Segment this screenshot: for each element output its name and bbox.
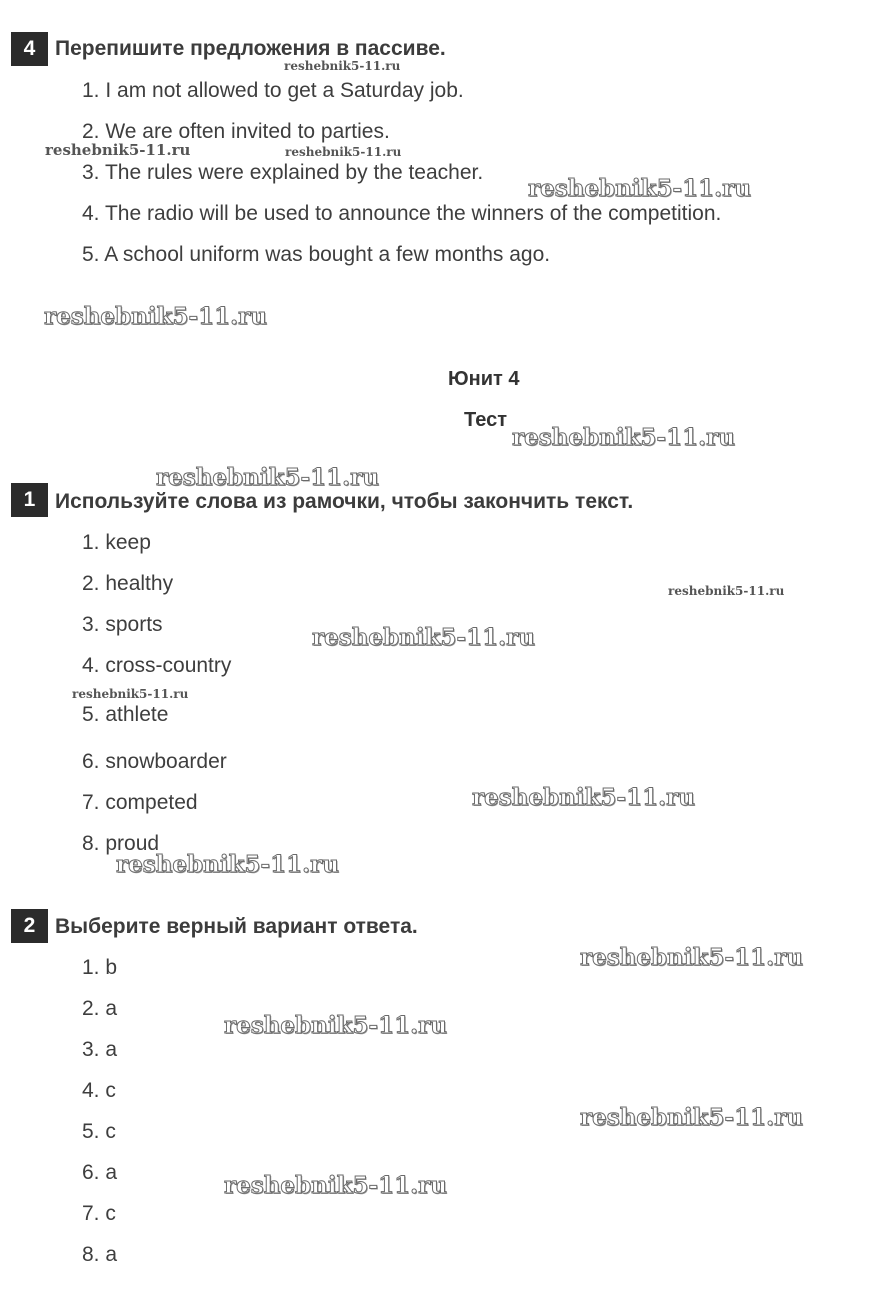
answer-item: 8. proud bbox=[82, 832, 160, 855]
watermark: reshebnik5-11.ru bbox=[472, 784, 695, 811]
answer-item: 5. A school uniform was bought a few months ago. bbox=[82, 243, 551, 266]
watermark: reshebnik5-11.ru bbox=[44, 303, 267, 330]
watermark: reshebnik5-11.ru bbox=[224, 1012, 447, 1039]
exercise-number-badge: 4 bbox=[11, 32, 48, 66]
answer-item: 1. b bbox=[82, 956, 118, 979]
answer-item: 3. The rules were explained by the teacher. bbox=[82, 161, 484, 184]
watermark: reshebnik5-11.ru bbox=[116, 851, 339, 878]
answer-item: 1. keep bbox=[82, 531, 151, 554]
answer-item: 6. snowboarder bbox=[82, 750, 227, 773]
watermark: reshebnik5-11.ru bbox=[312, 624, 535, 651]
watermark: reshebnik5-11.ru bbox=[580, 1104, 803, 1131]
exercise-number-badge: 2 bbox=[11, 909, 48, 943]
watermark: reshebnik5-11.ru bbox=[156, 464, 379, 491]
answer-item: 3. a bbox=[82, 1038, 118, 1061]
watermark: reshebnik5-11.ru bbox=[45, 141, 191, 159]
exercise-heading: Используйте слова из рамочки, чтобы закончить текст. bbox=[55, 490, 634, 513]
watermark: reshebnik5-11.ru bbox=[668, 584, 785, 598]
watermark: reshebnik5-11.ru bbox=[72, 687, 189, 701]
answer-item: 2. a bbox=[82, 997, 118, 1020]
watermark: reshebnik5-11.ru bbox=[512, 424, 735, 451]
answer-item: 4. cross-country bbox=[82, 654, 232, 677]
answer-item: 1. I am not allowed to get a Saturday job. bbox=[82, 79, 464, 102]
answer-item: 2. healthy bbox=[82, 572, 174, 595]
unit-title: Юнит 4 bbox=[448, 368, 520, 390]
answer-item: 6. a bbox=[82, 1161, 118, 1184]
answer-item: 8. a bbox=[82, 1243, 118, 1266]
answer-item: 5. athlete bbox=[82, 703, 169, 726]
answer-item: 7. competed bbox=[82, 791, 198, 814]
answer-item: 7. c bbox=[82, 1202, 116, 1225]
exercise-number-badge: 1 bbox=[11, 483, 48, 517]
answer-item: 4. c bbox=[82, 1079, 116, 1102]
watermark: reshebnik5-11.ru bbox=[528, 175, 751, 202]
answer-item: 3. sports bbox=[82, 613, 163, 636]
answer-item: 2. We are often invited to parties. bbox=[82, 120, 390, 143]
watermark: reshebnik5-11.ru bbox=[580, 944, 803, 971]
test-title: Тест bbox=[464, 409, 507, 431]
exercise-heading: Выберите верный вариант ответа. bbox=[55, 915, 418, 938]
watermark: reshebnik5-11.ru bbox=[284, 59, 401, 73]
exercise-heading: Перепишите предложения в пассиве. bbox=[55, 37, 446, 60]
answer-item: 4. The radio will be used to announce the winners of the competition. bbox=[82, 202, 722, 225]
watermark: reshebnik5-11.ru bbox=[285, 145, 402, 159]
answer-item: 5. c bbox=[82, 1120, 116, 1143]
watermark: reshebnik5-11.ru bbox=[224, 1172, 447, 1199]
